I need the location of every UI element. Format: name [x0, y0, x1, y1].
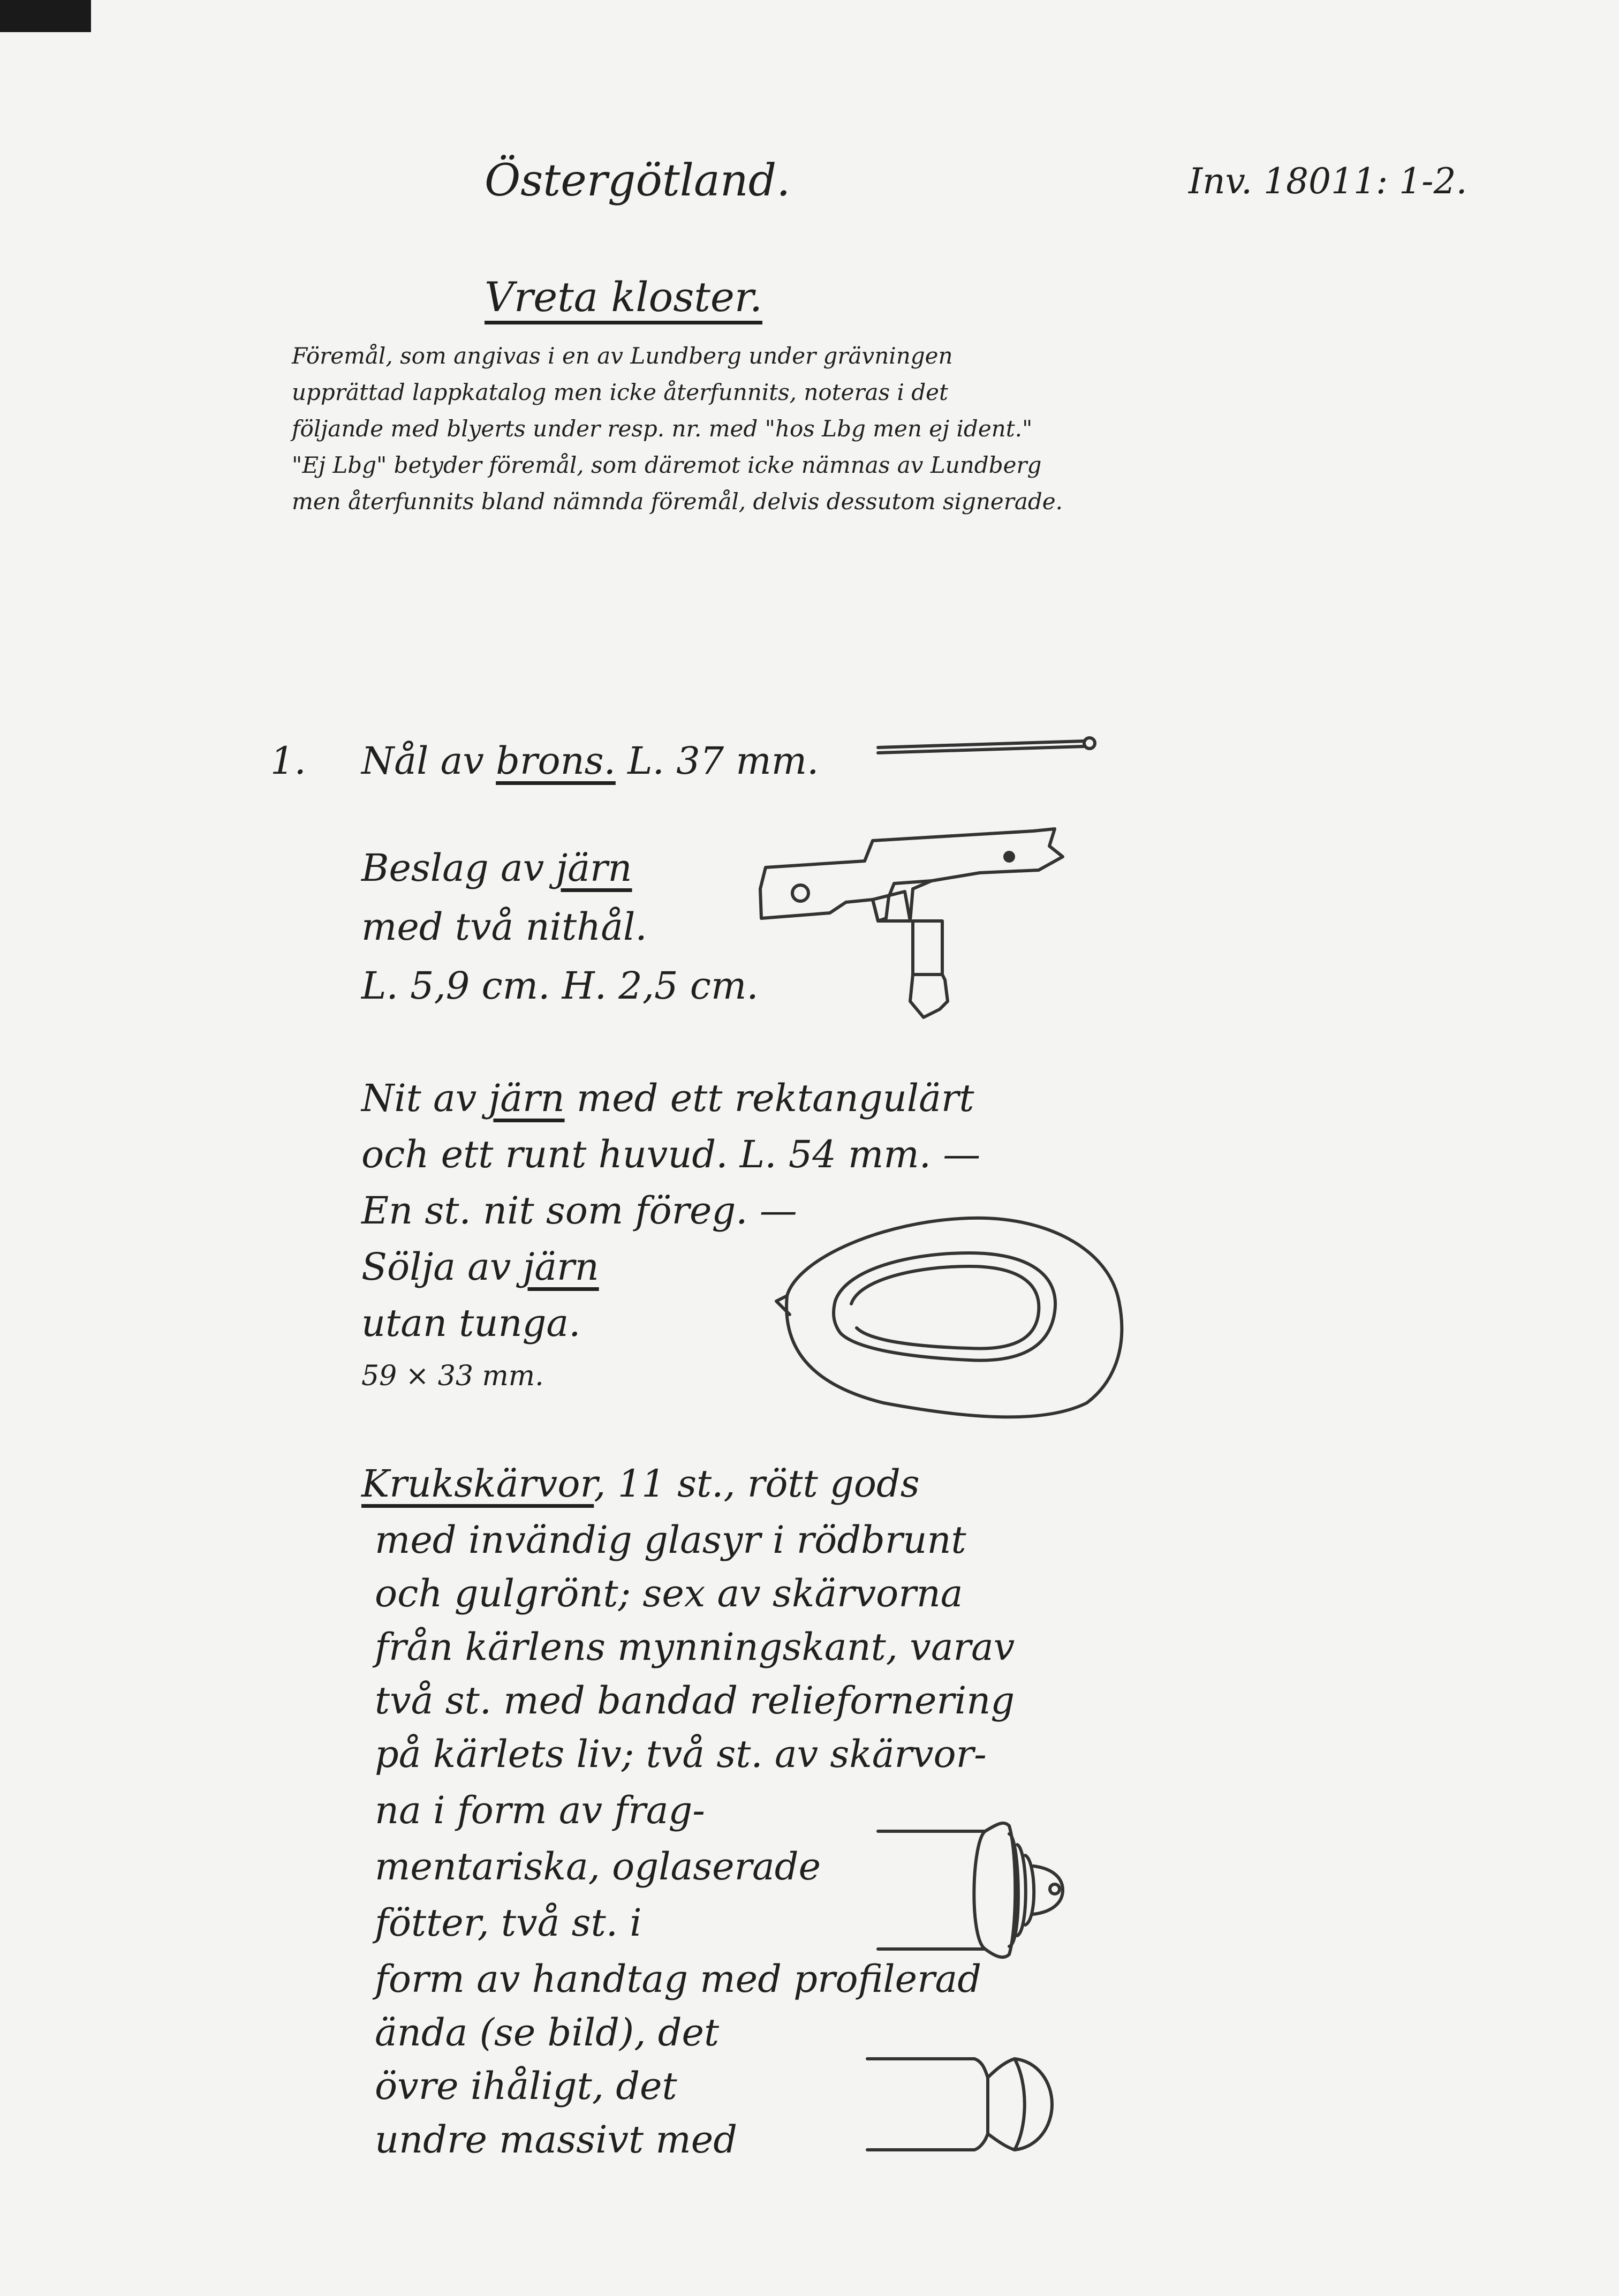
needle-length: L. 37 mm.: [627, 739, 819, 783]
buckle-prefix: Sölja av: [361, 1245, 511, 1289]
buckle-sketch: [766, 1210, 1130, 1435]
sherds-line: undre massivt med: [375, 2118, 737, 2162]
fitting-sketch: [750, 825, 1081, 1055]
sherds-line: na i form av frag-: [375, 1788, 705, 1832]
sherds-line: form av handtag med profilerad: [375, 1957, 982, 2001]
needle-description: [361, 739, 819, 783]
note-line: följande med blyerts under resp. nr. med "hos Lbg men ej ident.": [292, 416, 1033, 442]
region-heading: Östergötland.: [485, 155, 791, 206]
rivet-line: [361, 1076, 974, 1120]
buckle-title: [361, 1245, 599, 1289]
buckle-line: utan tunga.: [361, 1301, 581, 1345]
buckle-material: järn: [523, 1245, 599, 1289]
fitting-dimensions: L. 5,9 cm. H. 2,5 cm.: [361, 964, 759, 1008]
hollow-handle-sketch: [878, 1810, 1103, 1970]
needle-sketch: [878, 723, 1103, 760]
note-line: upprättad lappkatalog men icke återfunnits, noteras i det: [292, 379, 948, 405]
inventory-number: Inv. 18011: 1-2.: [1189, 161, 1467, 202]
item-number: 1.: [270, 739, 306, 783]
site-heading: Vreta kloster.: [485, 273, 762, 321]
needle-material: brons.: [496, 739, 616, 783]
solid-handle-sketch: [867, 2045, 1081, 2169]
rivet-line: En st. nit som föreg. —: [361, 1189, 797, 1233]
buckle-dimensions: 59 × 33 mm.: [361, 1360, 544, 1392]
sherds-count: , 11 st., rött gods: [594, 1462, 920, 1506]
sherds-title: Krukskärvor: [361, 1462, 594, 1506]
sherds-line: mentariska, oglaserade: [375, 1845, 821, 1889]
sherds-line: med invändig glasyr i rödbrunt: [375, 1518, 966, 1562]
rivet-prefix: Nit av: [361, 1076, 477, 1120]
sherds-heading: [361, 1462, 920, 1506]
sherds-line: övre ihåligt, det: [375, 2064, 677, 2108]
sherds-line: på kärlets liv; två st. av skärvor-: [375, 1732, 987, 1776]
sherds-line: fötter, två st. i: [375, 1901, 642, 1945]
rivet-material: järn: [488, 1076, 565, 1120]
sherds-line: ända (se bild), det: [375, 2011, 720, 2055]
rivet-suffix: med ett rektangulärt: [576, 1076, 974, 1120]
fitting-title: [361, 846, 632, 890]
fitting-material: järn: [556, 846, 632, 890]
needle-prefix: Nål av: [361, 739, 484, 783]
sherds-line: två st. med bandad reliefornering: [375, 1679, 1015, 1723]
note-line: "Ej Lbg" betyder föremål, som däremot icke nämnas av Lundberg: [292, 452, 1042, 478]
fitting-prefix: Beslag av: [361, 846, 544, 890]
fitting-line: med två nithål.: [361, 905, 647, 949]
sherds-line: och gulgrönt; sex av skärvorna: [375, 1572, 963, 1615]
scan-corner-mark: [0, 0, 91, 32]
rivet-line: och ett runt huvud. L. 54 mm. —: [361, 1132, 981, 1176]
sherds-line: från kärlens mynningskant, varav: [375, 1625, 1015, 1669]
note-line: Föremål, som angivas i en av Lundberg under grävningen: [292, 343, 953, 369]
note-line: men återfunnits bland nämnda föremål, delvis dessutom signerade.: [292, 488, 1063, 515]
